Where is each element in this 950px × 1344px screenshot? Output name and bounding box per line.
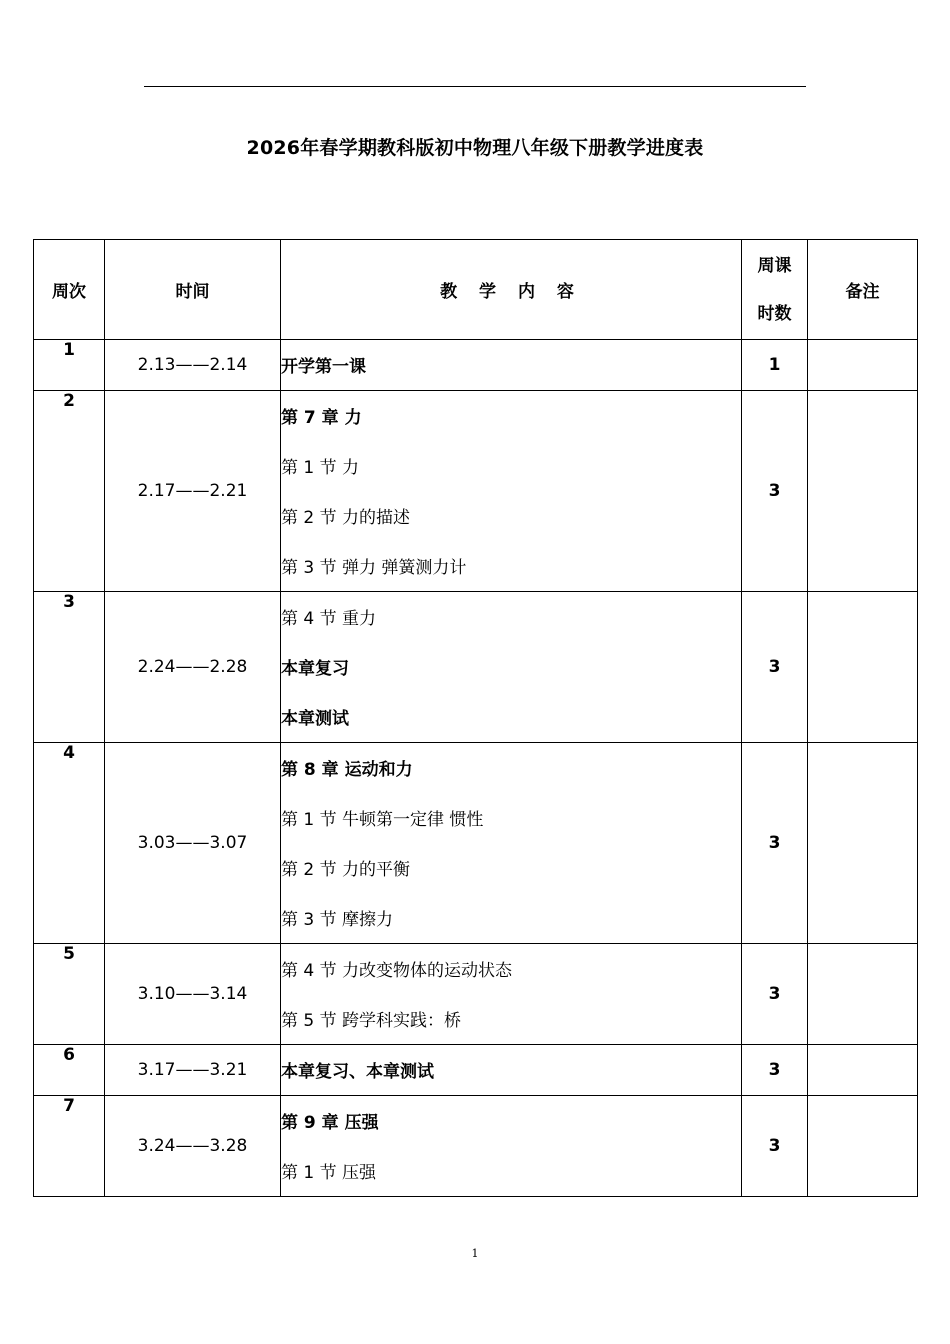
hours-cell: 3 xyxy=(742,1096,808,1197)
time-cell: 2.17——2.21 xyxy=(105,391,281,592)
page-number: 1 xyxy=(471,1247,479,1260)
content-line: 第 8 章 运动和力 xyxy=(281,760,413,780)
notes-cell xyxy=(808,1096,918,1197)
time-cell: 3.10——3.14 xyxy=(105,944,281,1045)
notes-cell xyxy=(808,340,918,391)
time-cell: 3.17——3.21 xyxy=(105,1045,281,1096)
notes-cell xyxy=(808,743,918,944)
hours-cell: 3 xyxy=(742,391,808,592)
table-row xyxy=(34,743,918,944)
table-row xyxy=(34,944,918,1045)
content-cell xyxy=(281,391,742,592)
time-cell: 3.03——3.07 xyxy=(105,743,281,944)
content-cell xyxy=(281,944,742,1045)
week-cell: 3 xyxy=(34,592,105,743)
header-notes: 备注 xyxy=(808,240,918,340)
document-title: 2026年春学期教科版初中物理八年级下册教学进度表 xyxy=(246,137,704,159)
week-cell: 5 xyxy=(34,944,105,1045)
header-hours-line1: 周课 xyxy=(757,255,792,276)
content-cell xyxy=(281,592,742,743)
content-line: 第 2 节 力的描述 xyxy=(281,508,411,528)
content-line: 本章复习 xyxy=(281,659,349,679)
content-line: 第 1 节 力 xyxy=(281,458,360,478)
week-cell: 1 xyxy=(34,340,105,391)
schedule-table xyxy=(33,239,918,1197)
hours-cell: 3 xyxy=(742,1045,808,1096)
notes-cell xyxy=(808,944,918,1045)
week-cell: 2 xyxy=(34,391,105,592)
week-cell: 6 xyxy=(34,1045,105,1096)
content-line: 第 2 节 力的平衡 xyxy=(281,860,411,880)
content-line: 第 3 节 摩擦力 xyxy=(281,910,394,930)
table-row xyxy=(34,1096,918,1197)
hours-cell: 3 xyxy=(742,592,808,743)
header-week: 周次 xyxy=(34,240,105,340)
content-line: 开学第一课 xyxy=(281,357,366,377)
content-line: 本章测试 xyxy=(281,709,349,729)
table-row xyxy=(34,391,918,592)
hours-cell: 3 xyxy=(742,944,808,1045)
content-line: 本章复习、本章测试 xyxy=(281,1062,434,1082)
table-row xyxy=(34,340,918,391)
hours-cell: 3 xyxy=(742,743,808,944)
content-cell xyxy=(281,340,742,391)
header-hours xyxy=(742,240,808,340)
content-cell xyxy=(281,1045,742,1096)
content-line: 第 1 节 压强 xyxy=(281,1163,377,1183)
header-hours-line2: 时数 xyxy=(757,303,792,324)
week-cell: 4 xyxy=(34,743,105,944)
header-content: 教 学 内 容 xyxy=(281,240,742,340)
time-cell: 3.24——3.28 xyxy=(105,1096,281,1197)
content-line: 第 5 节 跨学科实践：桥 xyxy=(281,1011,462,1031)
header-row xyxy=(34,240,918,340)
week-cell: 7 xyxy=(34,1096,105,1197)
hours-cell: 1 xyxy=(742,340,808,391)
content-line: 第 4 节 重力 xyxy=(281,609,377,629)
header-rule xyxy=(144,86,806,87)
table-row xyxy=(34,1045,918,1096)
notes-cell xyxy=(808,391,918,592)
content-cell xyxy=(281,743,742,944)
time-cell: 2.24——2.28 xyxy=(105,592,281,743)
table-row xyxy=(34,592,918,743)
content-cell xyxy=(281,1096,742,1197)
content-line: 第 1 节 牛顿第一定律 惯性 xyxy=(281,810,484,830)
content-line: 第 3 节 弹力 弹簧测力计 xyxy=(281,558,467,578)
time-cell: 2.13——2.14 xyxy=(105,340,281,391)
schedule-body xyxy=(34,340,918,1197)
notes-cell xyxy=(808,592,918,743)
content-line: 第 4 节 力改变物体的运动状态 xyxy=(281,961,513,981)
content-line: 第 7 章 力 xyxy=(281,408,362,428)
notes-cell xyxy=(808,1045,918,1096)
header-time: 时间 xyxy=(105,240,281,340)
content-line: 第 9 章 压强 xyxy=(281,1113,379,1133)
